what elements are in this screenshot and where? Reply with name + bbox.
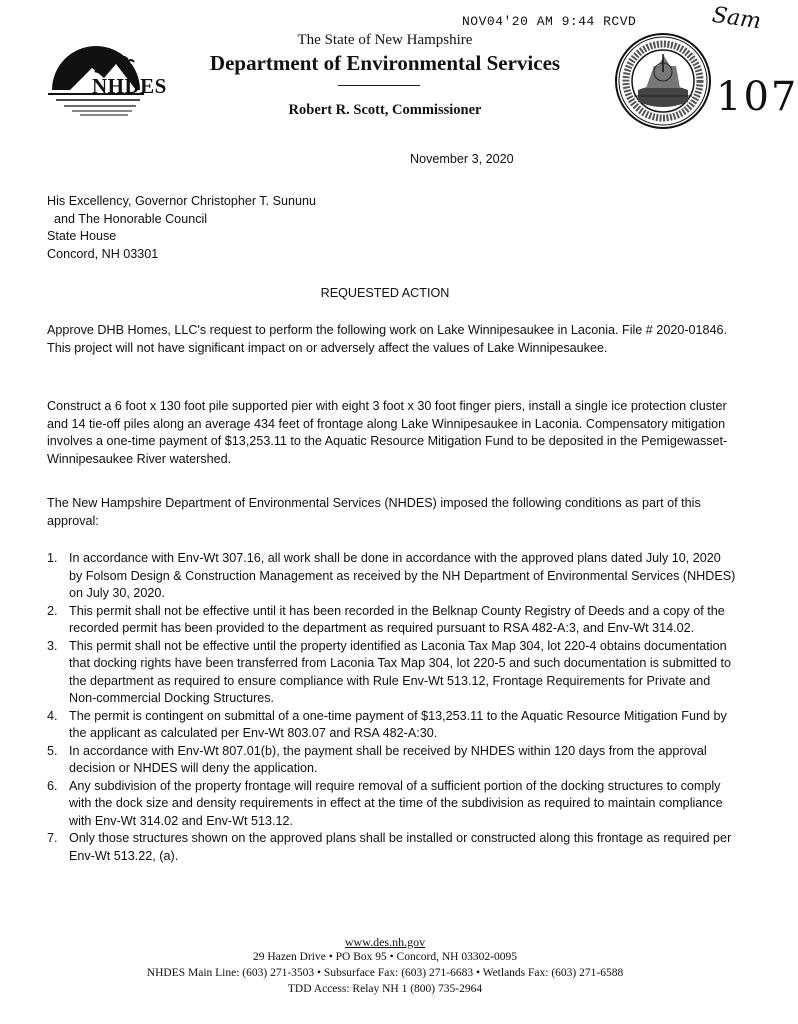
conditions-list <box>47 550 737 865</box>
list-item-text: In accordance with Env-Wt 807.01(b), the payment shall be received by NHDES within 120 days from the approval decision or NHDES will deny the application. <box>69 743 707 775</box>
recipient-address <box>47 193 316 263</box>
list-item-number: 3. <box>47 638 58 653</box>
address-line: His Excellency, Governor Christopher T. Sununu <box>47 194 317 208</box>
footer-address: 29 Hazen Drive • PO Box 95 • Concord, NH 03302-0095 <box>253 951 517 963</box>
list-item-text: Only those structures shown on the approved plans shall be installed or constructed along this frontage as required per Env-Wt 513.22, (a). <box>69 831 732 863</box>
footer-website-link[interactable]: www.des.nh.gov <box>344 935 426 949</box>
list-item-text: In accordance with Env-Wt 307.16, all work shall be done in accordance with the approved plans dated July 10, 2020 by Folsom Design & Construction Management as received by the NH Department of Environmental Services (NHDES) on July 30, 2020. <box>69 551 736 600</box>
address-line: State House <box>47 229 117 243</box>
list-item-number: 6. <box>47 778 58 793</box>
handwritten-initials: Sam <box>710 2 763 35</box>
list-item-text: Any subdivision of the property frontage will require removal of a sufficient portion of the docking structures to comply with the dock size and density requirements in effect at the time of the subdivision as required to maintain compliance with Env-Wt 314.02 and Env-Wt 513.12. <box>69 778 723 828</box>
list-item-number: 5. <box>47 743 58 758</box>
list-item <box>47 743 737 778</box>
list-item <box>47 830 737 865</box>
department-name: Department of Environmental Services <box>209 51 561 75</box>
approval-paragraph: Approve DHB Homes, LLC's request to perform the following work on Lake Winnipesaukee in Laconia. File # 2020-01846. This project will not have significant impact on or adversely affect the values of Lake Winnipesaukee. <box>47 323 728 355</box>
list-item-text: This permit shall not be effective until the property identified as Laconia Tax Map 304, lot 220-4 obtains documentation that docking rights have been transferred from Laconia Tax Map 304, lot 220-5 and such documentation is submitted to the department as required to ensure compliance with Rule Env-Wt 513.12, Frontage Requirements for Private and Non-commercial Docking Structures. <box>69 638 732 705</box>
project-description-paragraph: Construct a 6 foot x 130 foot pile supported pier with eight 3 foot x 30 foot finger piers, install a single ice protection cluster and 14 tie-off piles along an average 434 feet of frontage along Lake Winnipesaukee in Laconia. Compensatory mitigation involves a one-time payment of $13,253.11 to the Aquatic Resource Mitigation Fund to be deposited in the Pemigewasset-Winnipesaukee River watershed. <box>47 399 728 466</box>
list-item-number: 7. <box>47 831 58 845</box>
state-seal <box>614 32 712 130</box>
header-divider <box>338 85 420 86</box>
letter-date: November 3, 2020 <box>410 152 514 166</box>
logo-text: NHDES <box>92 74 167 98</box>
footer-tdd: TDD Access: Relay NH 1 (800) 735-2964 <box>287 983 483 995</box>
list-item <box>47 603 737 638</box>
list-item-text: This permit shall not be effective until it has been recorded in the Belknap County Registry of Deeds and a copy of the recorded permit has been provided to the department as required pursuant to RSA 482-A:3, and Env-Wt 314.02. <box>69 603 725 635</box>
handwritten-number: 107 <box>716 74 798 120</box>
list-item <box>47 708 737 743</box>
list-item <box>47 778 737 831</box>
address-line: and The Honorable Council <box>47 211 208 226</box>
state-name: The State of New Hampshire <box>297 32 473 48</box>
state-seal-icon <box>614 32 712 130</box>
list-item <box>47 550 737 603</box>
list-item-text: The permit is contingent on submittal of a one-time payment of $13,253.11 to the Aquatic Resource Mitigation Fund by the applicant as calculated per Env-Wt 803.07 and RSA 482-A:30. <box>69 708 727 740</box>
list-item <box>47 638 737 708</box>
footer-phone-lines: NHDES Main Line: (603) 271-3503 • Subsurface Fax: (603) 271-6683 • Wetlands Fax: (603) 271-6588 <box>146 967 624 979</box>
conditions-intro-paragraph: The New Hampshire Department of Environmental Services (NHDES) imposed the following conditions as part of this approval: <box>47 496 701 528</box>
address-line: Concord, NH 03301 <box>47 246 159 261</box>
requested-action-heading: REQUESTED ACTION <box>320 286 450 300</box>
list-item-number: 4. <box>47 708 58 723</box>
list-item-number: 2. <box>47 603 58 618</box>
commissioner-name: Robert R. Scott, Commissioner <box>288 102 482 118</box>
received-stamp: NOV04'20 AM 9:44 RCVD <box>462 14 637 29</box>
list-item-number: 1. <box>47 551 58 565</box>
